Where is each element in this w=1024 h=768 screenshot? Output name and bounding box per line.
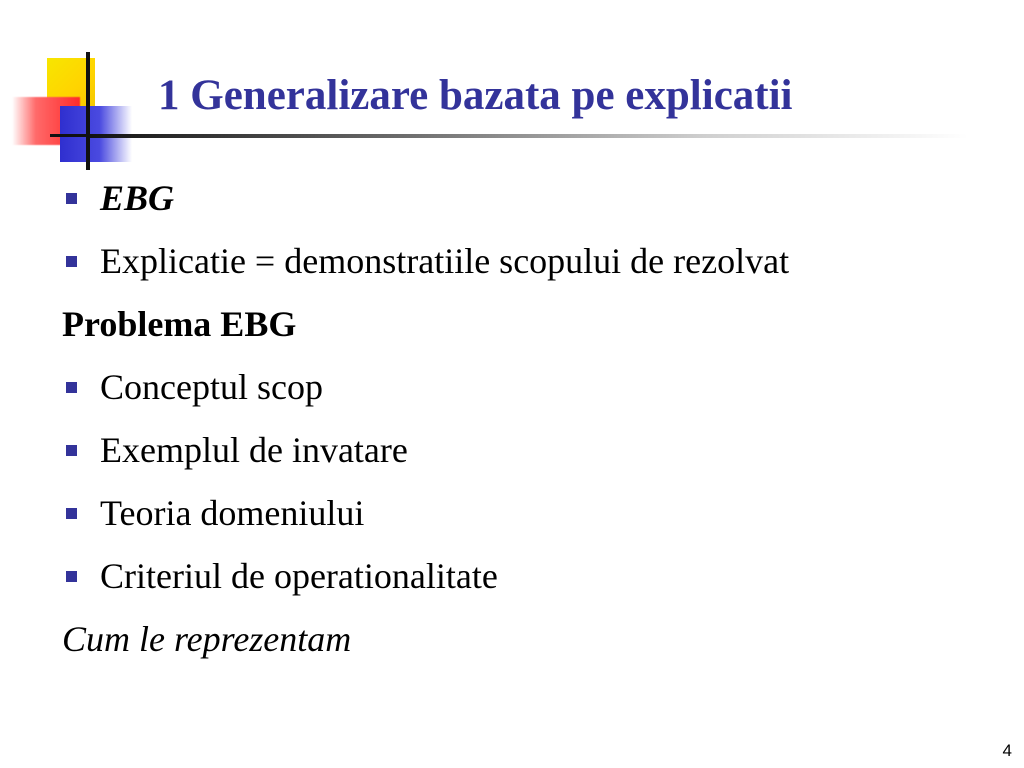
list-item-text: Teoria domeniului	[100, 493, 365, 533]
bullet-square-icon	[66, 571, 77, 582]
bullet-square-icon	[66, 508, 77, 519]
logo-vertical-line	[86, 52, 90, 170]
bullet-square-icon	[66, 445, 77, 456]
section-heading	[62, 300, 962, 348]
list-item-text: Exemplul de invatare	[100, 430, 408, 470]
bullet-square-icon	[66, 193, 77, 204]
list-item	[62, 552, 962, 600]
list-item-text: EBG	[100, 178, 175, 218]
page-number: 4	[1002, 741, 1012, 760]
list-item-text: Explicatie = demonstratiile scopului de rezolvat	[100, 241, 790, 281]
closing-line	[62, 615, 962, 663]
list-item	[62, 426, 962, 474]
slide-content	[62, 174, 962, 678]
bullet-square-icon	[66, 382, 77, 393]
list-item	[62, 237, 962, 285]
section-heading-text: Problema EBG	[62, 304, 297, 344]
bullet-square-icon	[66, 256, 77, 267]
list-item-text: Conceptul scop	[100, 367, 323, 407]
list-item	[62, 489, 962, 537]
list-item	[62, 174, 962, 222]
closing-line-text: Cum le reprezentam	[62, 619, 352, 659]
list-item-text: Criteriul de operationalitate	[100, 556, 498, 596]
slide-title: 1 Generalizare bazata pe explicatii	[158, 72, 793, 119]
list-item	[62, 363, 962, 411]
title-underline	[88, 134, 968, 138]
decorative-squares-logo	[0, 0, 160, 180]
